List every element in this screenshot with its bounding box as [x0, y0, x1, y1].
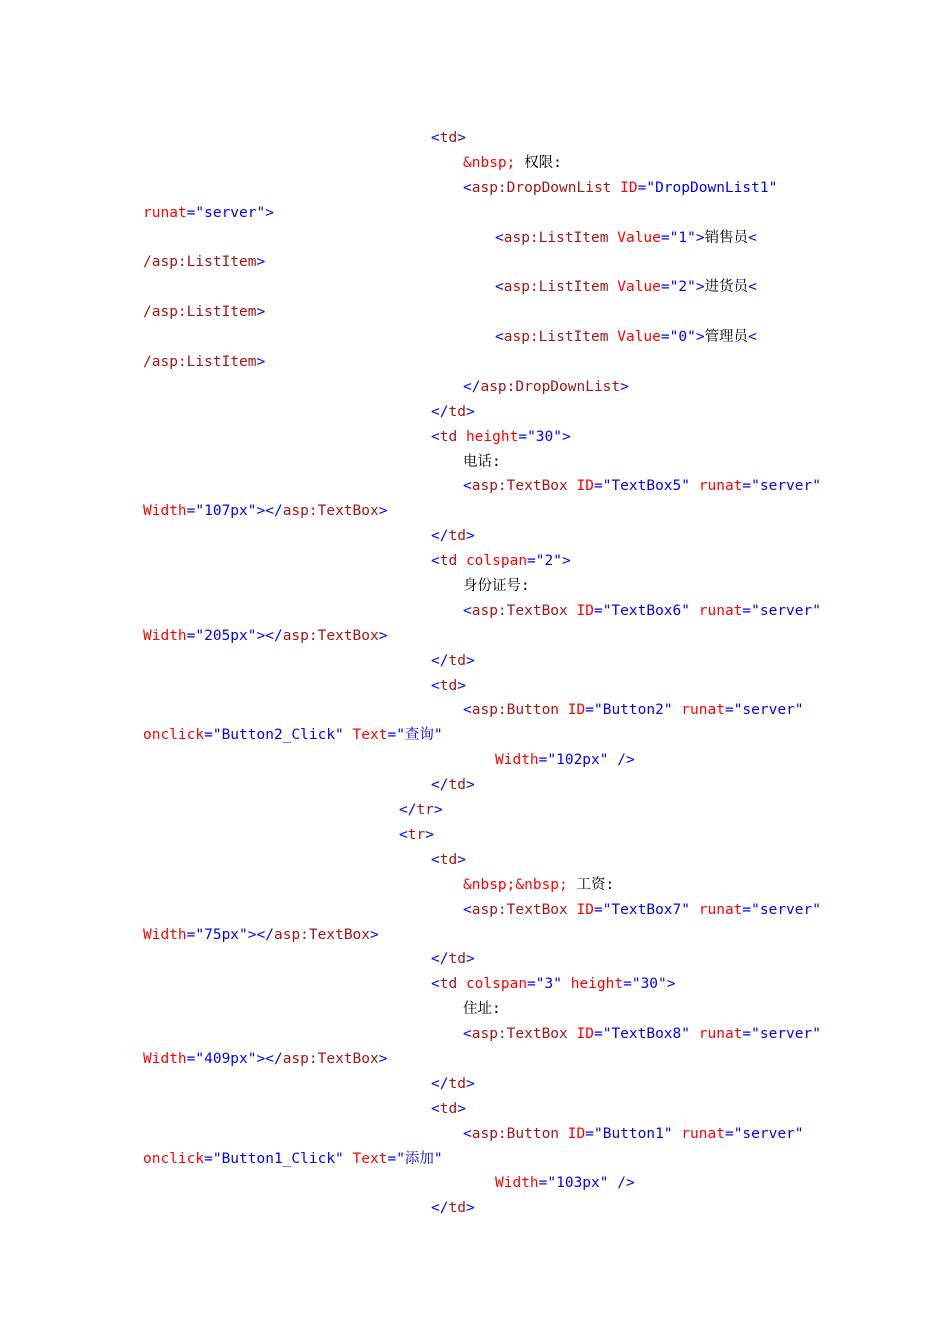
code-line: [0, 201, 950, 226]
code-delimiter: </: [431, 951, 449, 968]
code-text: [457, 553, 466, 569]
code-delimiter: =: [742, 478, 752, 495]
code-line: [0, 674, 950, 699]
code-attribute: Width: [495, 752, 539, 769]
code-line: [0, 898, 950, 923]
code-delimiter: </: [431, 1200, 449, 1217]
code-delimiter: =: [186, 204, 196, 221]
code-text: [609, 230, 618, 246]
code-text: [609, 329, 618, 345]
code-attribute-value: "TextBox7": [602, 901, 691, 918]
code-line: [0, 923, 950, 948]
code-delimiter: </: [431, 403, 449, 420]
code-tag-name: asp:ListItem: [503, 279, 609, 296]
code-tag-name: asp:ListItem: [503, 229, 609, 246]
code-attribute: ID: [576, 602, 594, 619]
code-delimiter: =: [724, 702, 734, 719]
code-delimiter: <: [463, 478, 472, 495]
code-text: 管理员: [704, 329, 749, 346]
code-tag-name: asp:TextBox: [273, 926, 371, 943]
code-text: [562, 976, 571, 992]
code-line: [0, 1097, 950, 1122]
code-line: [0, 499, 950, 524]
code-line: [0, 474, 950, 499]
code-delimiter: <: [431, 851, 440, 868]
code-delimiter: =: [742, 901, 752, 918]
code-tag-name: td: [439, 130, 458, 146]
code-line: [0, 151, 950, 176]
code-delimiter: =: [387, 1150, 397, 1167]
code-tag-name: td: [448, 1075, 466, 1092]
code-delimiter: <: [431, 130, 440, 146]
code-attribute: runat: [143, 204, 187, 221]
code-delimiter: =: [724, 1125, 734, 1142]
code-tag-name: /asp:ListItem: [143, 304, 257, 321]
code-line: [0, 723, 950, 748]
code-attribute: Width: [143, 926, 187, 943]
code-attribute: Text: [352, 727, 388, 744]
code-line: [0, 773, 950, 798]
code-attribute-value: "server": [751, 602, 821, 619]
code-line: [0, 1122, 950, 1147]
code-attribute: ID: [576, 901, 594, 918]
code-delimiter: >: [695, 229, 705, 246]
code-attribute: ID: [567, 702, 586, 719]
code-delimiter: </: [399, 802, 417, 819]
code-delimiter: =: [593, 1026, 603, 1043]
code-delimiter: =: [660, 329, 670, 346]
code-attribute: height: [570, 976, 624, 993]
code-delimiter: =: [204, 1150, 213, 1167]
code-attribute: ID: [620, 179, 638, 196]
code-attribute: Text: [352, 1150, 388, 1167]
code-attribute-value: "server": [751, 1026, 821, 1043]
code-tag-name: td: [448, 1200, 466, 1217]
code-text: [559, 702, 568, 718]
code-delimiter: =: [623, 976, 632, 993]
code-delimiter: <: [463, 602, 472, 619]
code-delimiter: >: [256, 354, 266, 371]
code-line: [0, 947, 950, 972]
code-attribute-value: "103px": [547, 1175, 609, 1192]
code-tag-name: td: [439, 976, 458, 993]
code-delimiter: <: [463, 1026, 472, 1043]
code-text: [457, 976, 466, 992]
code-delimiter: =: [518, 428, 528, 445]
code-delimiter: =: [387, 727, 397, 744]
code-attribute: runat: [681, 1125, 725, 1142]
code-tag-name: asp:Button: [471, 1125, 560, 1142]
code-line: [0, 1022, 950, 1047]
code-line: [0, 300, 950, 325]
code-delimiter: =: [637, 179, 647, 196]
code-tag-name: tr: [407, 826, 426, 843]
code-attribute-value: "Button2_Click": [212, 727, 344, 744]
code-tag-name: tr: [416, 802, 434, 819]
code-text: [344, 1151, 353, 1167]
code-tag-name: td: [448, 528, 466, 545]
code-delimiter: <: [748, 229, 757, 246]
code-delimiter: ></: [256, 503, 283, 520]
code-tag-name: asp:TextBox: [471, 901, 568, 918]
code-delimiter: >: [561, 553, 571, 570]
code-attribute-value: "102px": [547, 752, 609, 769]
code-delimiter: />: [617, 752, 635, 769]
code-text: [609, 752, 618, 768]
code-line: [0, 873, 950, 898]
code-line: [0, 848, 950, 873]
code-line: [0, 375, 950, 400]
code-line: [0, 250, 950, 275]
code-text: [568, 902, 577, 918]
code-delimiter: <: [495, 279, 504, 296]
code-text: [673, 1126, 682, 1142]
code-delimiter: ></: [256, 1050, 283, 1067]
code-attribute-value: "添加": [396, 1150, 443, 1167]
code-line: [0, 275, 950, 300]
code-attribute: Width: [495, 1175, 539, 1192]
code-delimiter: >: [465, 951, 475, 968]
code-line: [0, 649, 950, 674]
code-tag-name: asp:TextBox: [471, 478, 568, 495]
code-attribute: ID: [576, 478, 594, 495]
code-line: [0, 1047, 950, 1072]
code-text: [690, 902, 699, 918]
code-line: [0, 1171, 950, 1196]
code-attribute-value: "server": [195, 204, 266, 221]
code-delimiter: >: [457, 851, 466, 868]
code-delimiter: >: [666, 976, 676, 993]
code-attribute: Value: [617, 229, 661, 246]
code-text: 进货员: [704, 279, 749, 296]
code-delimiter: =: [742, 1026, 752, 1043]
code-attribute-value: "server": [733, 1125, 804, 1142]
code-tag-name: asp:DropDownList: [471, 179, 612, 196]
code-tag-name: asp:Button: [471, 702, 560, 719]
code-line: [0, 126, 950, 151]
code-line: [0, 599, 950, 624]
code-attribute-value: "2": [669, 279, 696, 296]
code-delimiter: <: [463, 901, 472, 918]
code-delimiter: =: [660, 279, 670, 296]
code-attribute: Width: [143, 627, 187, 644]
code-delimiter: =: [538, 752, 548, 769]
code-attribute: runat: [698, 1026, 743, 1043]
code-line: [0, 574, 950, 599]
code-line: [0, 176, 950, 201]
code-attribute-value: "75px": [195, 926, 248, 943]
code-attribute: runat: [698, 901, 743, 918]
code-delimiter: =: [204, 727, 213, 744]
code-text: [457, 429, 466, 445]
code-attribute-value: "server": [733, 702, 804, 719]
code-attribute-value: "0": [669, 329, 696, 346]
code-delimiter: >: [378, 503, 388, 520]
code-delimiter: >: [433, 802, 443, 819]
code-attribute: &nbsp;&nbsp;: [463, 876, 568, 893]
code-delimiter: >: [256, 304, 266, 321]
code-attribute-value: "查询": [396, 727, 443, 744]
code-delimiter: >: [561, 428, 571, 445]
code-attribute: ID: [567, 1125, 586, 1142]
code-line: [0, 798, 950, 823]
code-delimiter: >: [465, 777, 475, 794]
code-line: [0, 698, 950, 723]
code-attribute-value: "TextBox8": [602, 1026, 691, 1043]
code-tag-name: asp:TextBox: [471, 1026, 568, 1043]
code-delimiter: >: [465, 1200, 475, 1217]
code-line: [0, 325, 950, 350]
code-attribute: runat: [681, 702, 725, 719]
code-line: [0, 748, 950, 773]
code-attribute-value: "TextBox6": [602, 602, 691, 619]
code-attribute: runat: [698, 478, 743, 495]
code-attribute: onclick: [143, 727, 205, 744]
code-attribute-value: "205px": [195, 627, 257, 644]
code-delimiter: =: [527, 976, 536, 993]
code-line: [0, 624, 950, 649]
code-delimiter: =: [585, 1125, 594, 1142]
code-attribute: Width: [143, 503, 187, 520]
code-text: 住址:: [463, 1001, 501, 1018]
code-tag-name: td: [439, 553, 458, 570]
code-text: 电话:: [463, 453, 501, 470]
code-delimiter: <: [399, 826, 408, 843]
code-delimiter: <: [463, 179, 472, 196]
code-delimiter: >: [378, 627, 388, 644]
code-line: [0, 1196, 950, 1221]
code-attribute-value: "2": [535, 553, 562, 570]
code-text: [568, 603, 577, 619]
code-line: [0, 997, 950, 1022]
code-tag-name: td: [448, 403, 466, 420]
code-tag-name: td: [448, 777, 466, 794]
code-delimiter: </: [431, 652, 449, 669]
code-delimiter: >: [695, 279, 705, 296]
code-delimiter: >: [465, 528, 475, 545]
code-tag-name: td: [448, 652, 466, 669]
code-delimiter: =: [186, 926, 196, 943]
code-tag-name: asp:TextBox: [282, 1050, 379, 1067]
code-delimiter: ></: [256, 627, 283, 644]
code-line: [0, 524, 950, 549]
code-line: [0, 226, 950, 251]
code-delimiter: >: [265, 204, 274, 221]
code-line: [0, 1147, 950, 1172]
code-text: [609, 1175, 618, 1191]
code-delimiter: />: [617, 1175, 635, 1192]
code-delimiter: =: [186, 1050, 196, 1067]
code-tag-name: td: [439, 428, 458, 445]
code-text: [690, 1026, 699, 1042]
code-text: [568, 478, 577, 494]
code-text: 身份证号:: [463, 578, 530, 595]
code-tag-name: /asp:ListItem: [143, 254, 257, 271]
code-text: 工资:: [567, 876, 615, 893]
code-tag-name: asp:TextBox: [471, 602, 568, 619]
code-attribute: Width: [143, 1050, 187, 1067]
code-delimiter: =: [593, 602, 603, 619]
code-attribute: &nbsp;: [463, 154, 516, 171]
code-text: [673, 702, 682, 718]
code-delimiter: </: [431, 528, 449, 545]
code-attribute-value: "server": [751, 901, 821, 918]
code-text: [690, 478, 699, 494]
code-delimiter: <: [463, 702, 472, 719]
code-text: [609, 279, 618, 295]
code-delimiter: >: [425, 826, 434, 843]
code-attribute: Value: [617, 329, 661, 346]
code-attribute: runat: [698, 602, 743, 619]
code-delimiter: >: [457, 1100, 466, 1117]
code-attribute-value: "server": [751, 478, 821, 495]
code-text: [559, 1126, 568, 1142]
code-delimiter: =: [585, 702, 594, 719]
code-delimiter: >: [457, 677, 466, 694]
code-line: [0, 972, 950, 997]
code-delimiter: <: [463, 1125, 472, 1142]
code-tag-name: td: [439, 677, 458, 694]
code-attribute: colspan: [465, 976, 528, 993]
code-delimiter: <: [748, 329, 757, 346]
code-delimiter: </: [431, 1075, 449, 1092]
code-attribute: ID: [576, 1026, 594, 1043]
code-delimiter: >: [378, 1050, 388, 1067]
code-tag-name: asp:TextBox: [282, 503, 379, 520]
code-delimiter: <: [495, 329, 504, 346]
code-attribute-value: "Button1": [593, 1125, 673, 1142]
code-delimiter: </: [463, 378, 481, 395]
code-delimiter: =: [593, 901, 603, 918]
code-delimiter: <: [748, 279, 757, 296]
code-line: [0, 823, 950, 848]
code-line: [0, 450, 950, 475]
code-delimiter: =: [186, 627, 196, 644]
code-delimiter: =: [742, 602, 752, 619]
code-attribute-value: "Button1_Click": [212, 1150, 344, 1167]
code-delimiter: <: [431, 428, 440, 445]
code-attribute-value: "30": [527, 428, 562, 445]
code-attribute: colspan: [465, 553, 528, 570]
code-tag-name: /asp:ListItem: [143, 354, 257, 371]
code-tag-name: asp:ListItem: [503, 329, 609, 346]
code-tag-name: td: [439, 851, 458, 868]
code-delimiter: <: [431, 976, 440, 993]
code-delimiter: >: [370, 926, 379, 943]
code-attribute-value: "Button2": [593, 702, 673, 719]
code-delimiter: >: [256, 254, 266, 271]
code-tag-name: td: [439, 1100, 458, 1117]
code-attribute-value: "30": [631, 976, 667, 993]
code-line: [0, 425, 950, 450]
code-text: [611, 180, 620, 196]
code-attribute: height: [465, 428, 519, 445]
code-line: [0, 350, 950, 375]
code-text: [344, 727, 353, 743]
code-text: 销售员: [704, 229, 749, 246]
code-delimiter: >: [465, 1075, 475, 1092]
code-delimiter: >: [457, 130, 466, 146]
code-attribute-value: "DropDownList1": [646, 179, 778, 196]
code-line: [0, 1072, 950, 1097]
code-delimiter: <: [431, 553, 440, 570]
code-line: [0, 400, 950, 425]
code-delimiter: =: [186, 503, 196, 520]
code-delimiter: =: [527, 553, 536, 570]
code-delimiter: =: [660, 229, 670, 246]
code-delimiter: =: [593, 478, 603, 495]
code-attribute: Value: [617, 279, 661, 296]
code-delimiter: </: [431, 777, 449, 794]
code-text: [690, 603, 699, 619]
code-text: 权限:: [515, 154, 562, 171]
code-tag-name: asp:TextBox: [282, 627, 379, 644]
code-delimiter: <: [431, 1100, 440, 1117]
code-delimiter: >: [620, 378, 629, 395]
code-attribute-value: "TextBox5": [602, 478, 691, 495]
code-attribute-value: "1": [669, 229, 696, 246]
code-text: [568, 1026, 577, 1042]
code-delimiter: ></: [247, 926, 274, 943]
code-tag-name: asp:DropDownList: [480, 378, 621, 395]
code-attribute-value: "409px": [195, 1050, 257, 1067]
code-tag-name: td: [448, 951, 466, 968]
code-delimiter: <: [431, 677, 440, 694]
code-delimiter: =: [538, 1175, 548, 1192]
code-attribute-value: "107px": [195, 503, 257, 520]
code-listing: [0, 126, 950, 1221]
code-delimiter: >: [465, 403, 475, 420]
code-delimiter: >: [465, 652, 475, 669]
code-delimiter: <: [495, 229, 504, 246]
code-delimiter: >: [695, 329, 705, 346]
code-attribute-value: "3": [535, 976, 562, 993]
code-attribute: onclick: [143, 1150, 205, 1167]
code-line: [0, 549, 950, 574]
